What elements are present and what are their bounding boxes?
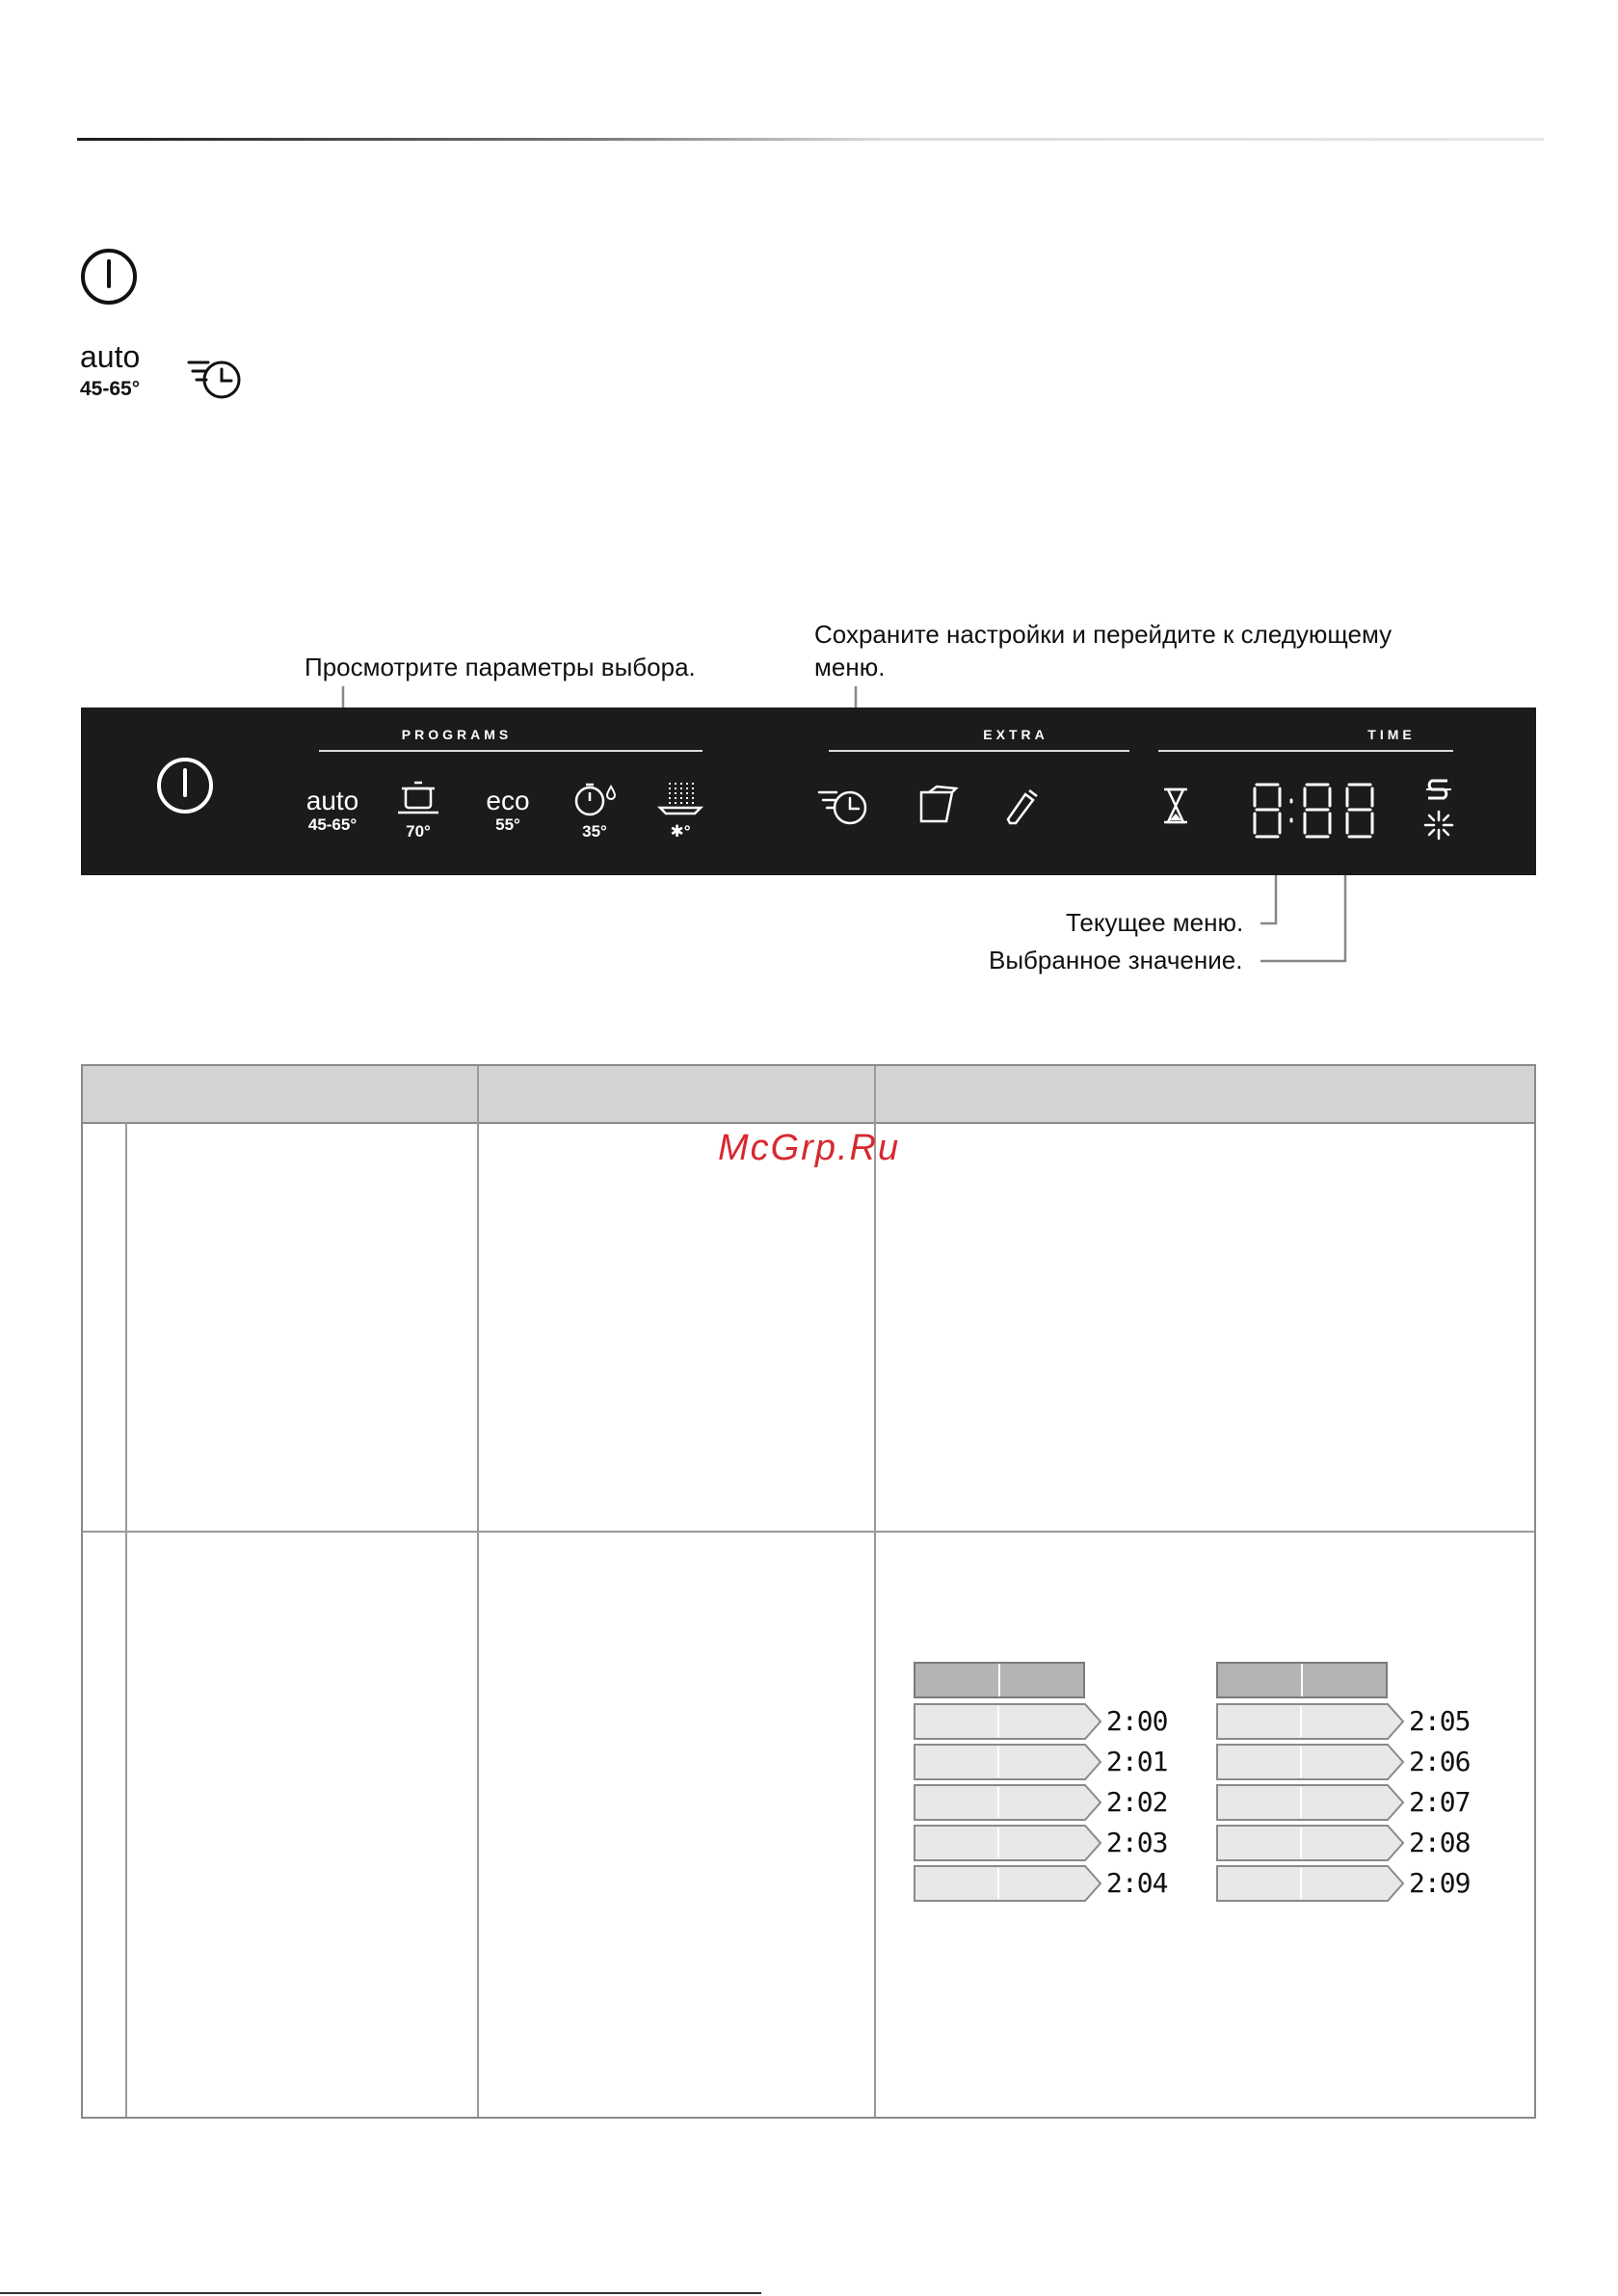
program-rinse-button[interactable] [652,781,708,841]
value-row-arrow [1216,1783,1405,1822]
section-programs-label: PROGRAMS [401,727,513,742]
callout-save-next-1: Сохраните настройки и перейдите к следующему [814,620,1393,649]
value-row-right-2: 2:07 [1409,1786,1471,1818]
value-list-right [1216,1662,1618,2009]
value-row-right-0: 2:05 [1409,1705,1471,1737]
value-row-right-4: 2:09 [1409,1867,1471,1899]
value-row-right-3: 2:08 [1409,1827,1471,1858]
sparkle-icon [1423,810,1454,841]
value-row-left-4: 2:04 [1106,1867,1168,1899]
value-row-arrow [914,1824,1102,1862]
footer-rule [0,2292,761,2294]
extra-bottle-button[interactable] [1002,785,1045,827]
stopwatch-drop-icon [567,781,623,817]
program-rinse-temp: ✱° [670,822,691,841]
program-auto-button[interactable] [298,787,367,835]
value-row-arrow [914,1702,1102,1741]
value-list-left-header [914,1662,1085,1698]
table-index-divider [125,1122,127,2117]
extra-auto-door-button[interactable] [915,785,962,827]
program-auto-temp: 45-65° [307,815,358,834]
table-col-divider-1 [477,1066,479,2117]
value-row-arrow [914,1864,1102,1903]
value-row-arrow [1216,1824,1405,1862]
control-panel [81,707,1536,875]
program-quick-temp: 35° [582,822,607,841]
auto-program-label: auto [80,339,141,374]
value-row-left-3: 2:03 [1106,1827,1168,1858]
auto-program-temp: 45-65° [80,378,141,400]
value-row-left-2: 2:02 [1106,1786,1168,1818]
program-auto-label: auto [305,786,359,815]
value-row-arrow [1216,1702,1405,1741]
table-header [83,1066,1534,1124]
callout-save-next-2: меню. [814,653,886,681]
panel-power-button[interactable] [155,756,215,815]
value-row-arrow [1216,1864,1405,1903]
watermark: McGrp.Ru [718,1128,901,1168]
value-row-arrow [1216,1743,1405,1781]
settings-table [81,1064,1536,2119]
settings-s-icon[interactable] [1422,775,1455,804]
program-intensive-temp: 70° [406,822,431,841]
plate-rinse-icon [652,781,708,817]
program-quick-button[interactable] [567,781,623,841]
table-col-divider-2 [874,1066,876,2117]
section-time-label: TIME [1367,727,1416,742]
section-time-line [1158,750,1453,752]
pot-icon [390,781,446,817]
program-intensive-button[interactable] [390,781,446,841]
extra-delay-start-button[interactable] [817,785,873,827]
section-programs-line [319,750,703,752]
value-row-left-1: 2:01 [1106,1746,1168,1777]
value-row-arrow [914,1743,1102,1781]
program-eco-temp: 55° [495,815,520,834]
value-row-left-0: 2:00 [1106,1705,1168,1737]
section-extra-label: EXTRA [983,727,1048,742]
callout-selected-value: Выбранное значение. [989,946,1243,974]
program-eco-label: eco [486,786,530,815]
section-extra-line [829,750,1129,752]
callout-view-options: Просмотрите параметры выбора. [305,653,696,681]
hourglass-icon [1158,787,1193,825]
table-row-divider [83,1531,1534,1533]
callout-current-menu: Текущее меню. [1066,908,1244,937]
value-list-right-header [1216,1662,1388,1698]
value-row-right-1: 2:06 [1409,1746,1471,1777]
program-eco-button[interactable] [480,787,536,835]
segment-display [1249,781,1380,841]
value-row-arrow [914,1783,1102,1822]
